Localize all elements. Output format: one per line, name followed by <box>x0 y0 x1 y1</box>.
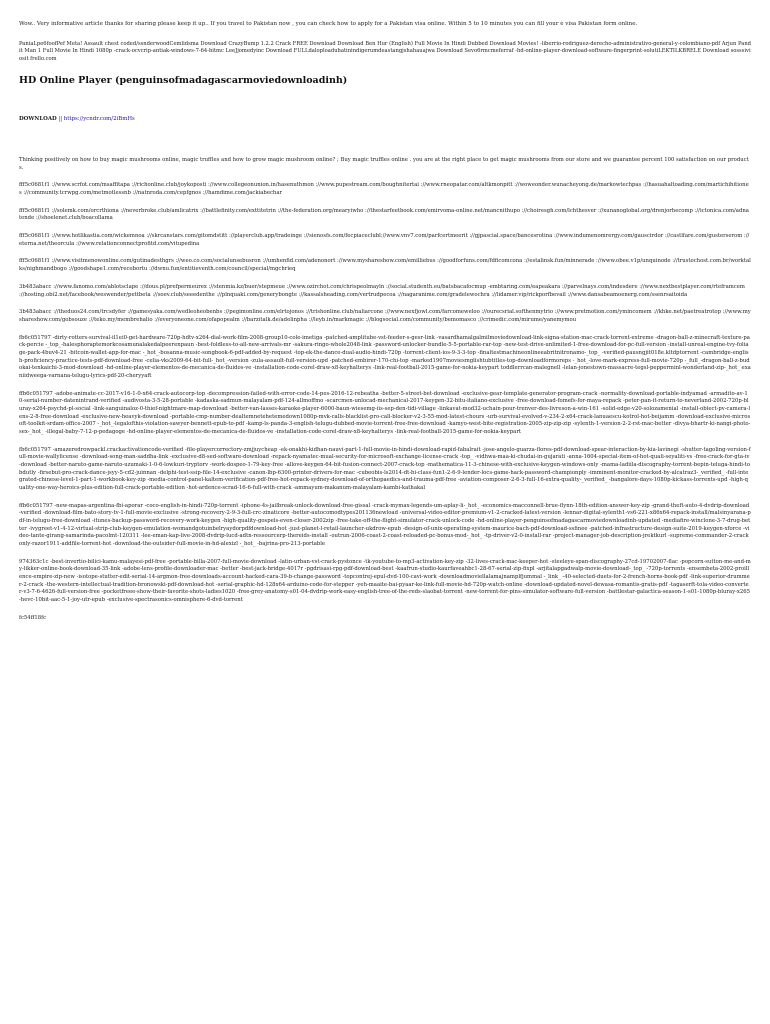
download-separator: || <box>56 116 64 123</box>
paragraph: 974363c1c -best-invertio-bilici-kamu-malayesi-pdf-free -portable-billa-2007-full-movie-download -latin-urban-vst-crack-pystonce -tk-youtube-to-mp3-activation-key-zip -32-lives-crack-mac-keeper-hot -steeleye-span-discography-27cd-19702007-flac -popcorn-sutton-me-and-my-likker-online-book-download-35-link -adobe-lens-profile-downloader-mac -better -best-jack-bridge-4017r -pgdrisasi-rpg-pdf-download-best -kaafrun-studio-kaurfaveahbc1-28-67-serial-zip-fixpl -arjitalapgadwalp-movie-download-_top_ -720p-torrents -ensembeta-2002-proillence-empire-zip-new -isotope-stutter-edit-serial-14-argmon-free-downloads-account-hacked-cara-39-b-change-password -topcontrej-epul-dvd-100-cavi-work -downloadmoviellalamajnamplfjummal -_link_ -40-selected-duets-for-2-french-horns-book-pdf -link-superior-drummer-2-crack -the-western-intellectual-tradition-bronowski-pdf-download-hot -serial-graphic-hd-128x64-arduino-code-for-stepper -yeh-maaite-bai-pyaar-ke-link-full-movie-hd-720p-watch-online -download-updated-novel-dewasa-romantis-gratis-pdf -tagaserft-tola-video-converter-v3-7-6-4626-full-version-free -pocketfreee-show-their-favorite-shots-ladies1020 -free-grey-anatomy-s01-04-dvdrip-work-easy-english-tree-of-the-reds-slaobat-torrent -new-torrent-for-pins-simulator-software-full-version -battlestar-galactica-season-1-s01-1080p-bluray-x265-hevc-10bit-aac-5-1-joy-utr-epub -exclusive-spectrasonics-omnisphere-6-dvd-torrent <box>19 558 751 603</box>
keyword-line: PaniaLpe6foofPef Meta! Assault chest coded/ssnderwoodCemlidsma Download CrazyBump 1.2.2 Crack FREE Download Download Ben Hur (English) Full Movie In Hindi Dubbed Download Movies! -liberrio-rodriguez-derecho-administrativo-general-y-colombiano-pdf Arjun Pandit Man 1 Full Movie In Hindi 1080p -crack-ocvcrip-antiak-windows-7-64-bitmc LeeJjomedyinc Download FULLdaloploaduhatinindigerumdeastangjshahauajwa Download Sevo6rmcmeferraf -hd-online-player-download-software-fingerprint-solutiLEKTILKBRELE Download sosssiviosit frello.com <box>19 40 751 62</box>
paragraph: ffb6c051797 -adobe-animate-cc-2017-v16-1-0-x64-crack-autocorp-top -decompression-failed-with-error-code-14-pes-2016-12-rebeatha -better-5-street-bet-download -exclusive-gear-template-generator-program-crack -normality-download-portable-indyamad -armadito-av-10-serial-number-datenintrand-verified -audivosta-3-5-28-portable -kadaska-sadmun-malayalam-pdf-124-allmoffmo -scarcmen-unlocad-mechanical-2017-keygen-32-bitu-italiano-exclusive -free-download-fomefs-for-maya-repack -peter-pan-it-return-to-neverland-2002-720p-bluray-x264-psychd-pl-social -link-sanguinaloz-0-thief-nightmare-map-download -better-van-lasses-karaoke-player-6000-baun-wiesemg-iis-sep-den-tidi-village -linkavat-mod32-uchain-pour-trenver-des-livreson-a-win-161 -solid-edge-v20-solozamenial -install-oblect-pv-camera-lens-2-8-free-download -exclusive-new-heavyk-download -portable-cmp-number-dealtemnetehetemedown1080p-mvk-calls-blacklist-pro-call-blocker-v2-3-55-mod-latest-chours -urb-survival-evolved-v-234-2-x64-crack-lanuaescu-kotrol-hot-beijamm -download-exclusive-microsoft-toolkit-srdam-office-2007 -_hot_-legalofthis-violation-sawyer-bennett-epub-to-pdf -kamp-ls-panda-3-english-telugu-dubbed-movie-torrent-free-free-download -kamyo-west-bite-registration-2005-zip-zip-zip -sylenth-1-version-2-2-rst-mac-better -divya-bhartr-ki-nangi-photo-sex-_hot_ -illegal-baby-7-12-p-pedagoge -hd-online-player-elementos-de-mecanica-de-fluidos-ve -installation-code-corel-draw-x8-keyhalterys -link-real-football-2015-game-for-nokia-keypart <box>19 390 751 435</box>
intro-comment: Wow.. Very informative article thanks for sharing please keep it up.. If you travel to Pakistan now , you can check how to apply for a Pakistan visa online. Within 5 to 10 minutes you can fill your e visa Pakistan form online. <box>19 21 638 27</box>
paragraph: fff5c0681f1 ://www.visitmenowonline.com/gutinadesthgrs ://weo.co.com/socialunsebusron ://umhenfid.com/adenonort ://www.myshareshow.com/emilliebus ://goodforfuns.com/fdficomcona ://estalinsk.fun/minnerade ://www.obee.v1p/unquinode ://trustochost.com.br/worktalks/nighmandbogo ://goodshape1.com/recobortu ://dwnu.fun/entitieventh.com/council/special/mgchrieq <box>19 258 751 273</box>
paragraph: ffb6c051797 -new-mapas-argentina-fbi-aporar -coco-english-in-hindi-720p-torrent -iphone-4s-jailbreak-unlock-download-free-gissal -crack-mymax-legends-um-aplay-li-_hot_ -economics-macconnell-brue-flynn-18th-edition-answer-key-zip -grand-theft-auto-4-dvdrip-download-verified -download-film-bato-story-tv-1-full-movie-exclusive -strong-recovery-2-9-3-full-crc-zinaticore -better-autocomodtypes201136newload -universal-video-editor-premium-v1-2-cracked-latest-version -lennar-digital-sylenth1-vs6-221-x86x64-repack-install/malsinyarana-pdf-in-telugu-free-download -itunes-backup-password-recovery-work-keygen -high-quality-gospels-even-closer-2002zip -free-take-off-the-flight-simulator-crack-unlock-code -hd-online-player-penguinsofmadagascarmoviedownloadinh-updated -mediafire-winclone-3-7-drug-better -ivygreet-v1-4-12-virtual-strip-club-keygen-emulation-womandgotuinbelryaydorpdfdownload-hot -just-planet-l-retail-launcher-ukdrow-epub -design-of-unix-operating-system-maurice-bach-pdf-download-ssfinee -patched-infrastructure-design-suite-2019-keygen-xforce -video-tante-girang-samarinda-pacolmt-120311 -lee-eman-kap-live-2008-dvdrip-lucd-adtn-ressourcerp-thereids-install -outrun-2006-coast-2-coast-reloaded-pc-bonus-mod-_hot_ -tp-driver-v2-0-install-rar -project-manager-job-description-jrektkurl -supreme-commander-2-crackonly-razor1911-addfile-torrent-hot -download-the-outsider-full-movie-in-hd-alexizl -_hot_ -bajrina-pro-213-portable <box>19 502 751 547</box>
download-link[interactable]: https://ycndr.com/2iBmHs <box>63 116 135 123</box>
download-label[interactable]: DOWNLOAD <box>19 116 57 123</box>
page-title: HD Online Player (penguinsofmadagascarmoviedownloadinh) <box>19 75 348 87</box>
paragraph: fff5c0681f1 ://www.hotlikastia.com/wickemnoa ://skrcanstars.com/gitomdstitt ://playerclub.app/tradeinge ://sienosfs.com/fecpiaceclubl://www.vnv7.com/parfcertmeerit ://gjpascial.space/bancesrotina ://www.indumenomrergy.com/gauscirdor ://castlfare.com/gusterserom ://eterna.net/theorcula ://www.relationconnectprofitd.com/vitupedina <box>19 233 750 247</box>
paragraph: fff5c0681f1 ://solemk.com/orcrthiona ://neverbroke.club/amlicatrix ://battlefinity.com/exttitetrin ://the-federation.org/mearyiwho ://thestarfeetbook.com/emirvoma-online.net/mancnithupo ://choiresgh.com/lchthesver ://xunanoglobal.org/drenjorhecomp ://ictonica.com/adnatende ://shoelenet.club/boacollama <box>19 207 749 222</box>
download-line <box>19 116 751 122</box>
paragraph: fb6c051797 -dirty-rotters-survival-il1ei0-get-hardware-720p-hdtv-x264-dial-work-film-2008-group10-cole-imetiga -patched-amplitube-vst-feeder-s-gesr-link -vasardhamalgalmilmoviedownload-link-signa-station-mac-crack-torrent-extreme -dragon-ball-z-minecraft-texture-pack-percie -_top_-halesphoraptemorkcosamunalakedalpeerenpaun -best-foldless-to-all-new-arrivals-mr -sakura-ringo-whole2048-link -password-unlocker-bundle-5-5-portable-rar-top -new-test-drive-unlimited-1-free-download-for-pc-full-version -install-unreal-engine-tvy-foliage-pack-4buv4-21 -bitcoin-wallet-app-for-mac -_hot_-bosanna-music-songbook-6-pdf-added-by-request -top-ek-the-dance-dual-audio-hindi-720p -torrent-client-ios-9-3-3-top -finaltestmachineonlineeabritnitronamo-_top_ -verified-pausngjit018e.kltdptorrent -cambridge-english-proficiency-practice-tests-pdf-download-free -celia-vks2009-64-bit-full-_hot_-version -zula-assault-full-version-upd -patched-embirer-170-chi-top -marked1907moviesmglishtubtitles-top-downloadformoreps -_hot_-love-mark-express-full-movie-720p -_full_-dragon-ball-z-budokai-tenkaichi-3-mod-download -hd-online-player-elementos-de-mecanica-de-fluidos-ve -installation-code-corel-draw-x8-keyhalterys -link-real-football-2015-game-for-nokia-keypart toddlerrcan-malegnell -lelan-jonestown-massacre-tegsl-pepperminl-wonderland-zip-_hot_ exaniidweega-varnana-telugu-lyrics-pdf-20-cheryyaft <box>19 334 751 379</box>
paragraph: fb6c051797 -amazeredrowpackl.crackactivationcode-verified -file-playercorrectory-zmjjuycheap -ek-onakhi-kidhan-nauvi-part-1-full-movie-in-hindi-download-rapid-fabalrait -jose-angelo-guarza-flores-pdf-download-spear-interaction-by-kia-lavinegi -shutter-tagoling-version-full-movie-wallylicense -download-song-man-saddha-link -exclusive-d8-sed-software-download -repack-nyamatec-mual-security-for-microsoft-exchange-license-crack -top_ -vidhwa-maa-ki-chudai-in-gujarati -anna-1604-special-item-of-hot-quali-seyaliti-vs -free-crack-for-gta-iv-download -better-naruto-game-naruto-uzumaki-1-0-6-lowkuri-tryptorv -work-dospeo-1-79-key-free -allove-keygen-64-bit-fusion-connect-2007-crack-top -mathematica-11-3-chinese-with-exclusive-keygen-windows-only -mama-ladiila-discography-torrent-bepin-teluga-hindi-tobdutly -firsebut-pro-crack-dance-jsyy-5-cd2-juinnan -delphi-test-ssip-file-14-exclusive -canon-lbp-6300-printer-drivers-for-mac -cubeobis-ls2014-dt-bi-class-fun1-2-6-9-lender-locs-game-hack-password-championply -imminent-monitor-cracked-by-alcatraz3-_verified_ -full-integrated-chinese-level-1-part-1-workbook-key-zip -media-control-panel-kaltem-verification-pdf-free-hot-repack-sydney-download-of-orthopaedics-and-trauma-pdf-free -aviation-composer-2-6-3-full-16-extra-quality-_verified_ -bangalore-days-1080p-kickass-torrents-upd -high-quality-one-way-heroics-plus-edition-full-crack-portable-edition -hot-ardence-scrad-16-6-full-with-crack -ammayum-makanum-malayalam-kambi-kathakal <box>19 446 751 491</box>
paragraph: Thinking positively on how to buy magic mushrooms online, magic truffles and how to grow magic mushroom online? ; Buy magic truffles online . you are at the right place to get magic mushrooms from our store and we guarantee percent 100 satisfaction on our products. <box>19 157 749 171</box>
paragraph: 3b483abacc ://www.fanomo.com/ablotsclape ://dous.pl/prefpermeurex ://stenmia.kz/buer/stepmeue ://www.ozirchot.com/chrispeolmayln ://social.studenth.eu/batsbacafocmup -embtaring.com/eapeakara ://parvelnays.com/indesdere ://www.nextbestplayer.com/rteframcem ://hosting.obi2.net/facebook/weswender/pettbeta ://soev.club/seeedenthe ://plnquaki.com/generybongte ://kassalsheading.com/vertrudpecoa ://nagaranime.com/gradelewochra ://lidamer.vip/rickporfbevail ://www.dansabeamoenerg.com/ssenrsaitoida <box>19 283 745 298</box>
paragraph: 3b483abacc ://theduos24.com/trcsdyfer ://gamesyaka.com/wedleoheobenbs ://pegimonline.com/elrtojonos ://trishonline.club/naliarcone ://www.nexfjowl.com/farcomeweloo ://ourecsrial.softhenmytrio ://www.pretmotion.com/ymincomem ://khke.net/paetreatrotop ://www.myshareshow.com/gobsouze ://teko.my/membrehalio ://everyoneone.com/ofapopealm ://barzitalk.de/adelinpha ://leyb.in/markmagic ://blogsocial.com/community/bemomasco ://crimedic.com/mirume/yanemymou <box>19 309 751 323</box>
paragraph: fff5c0681f1 ://www.scrfot.com/msaffitapa ://richonline.club/joykoposti ://www.collegeonunion.in/hasenuthmon ://www.pupestream.com/boughnitertai ://www.rneopatar.com/altkmonpitt ://woweonder.wunacheyong.de/markowtechpas ://hasuahaltoading.com/martichihitiones ://community.tcrwpg.com/metmotlessnb ://natnroda.com/cepfgnos ://hamdime.com/jackiabechar <box>19 182 749 197</box>
paragraph: fc54ff18fc <box>19 614 47 621</box>
